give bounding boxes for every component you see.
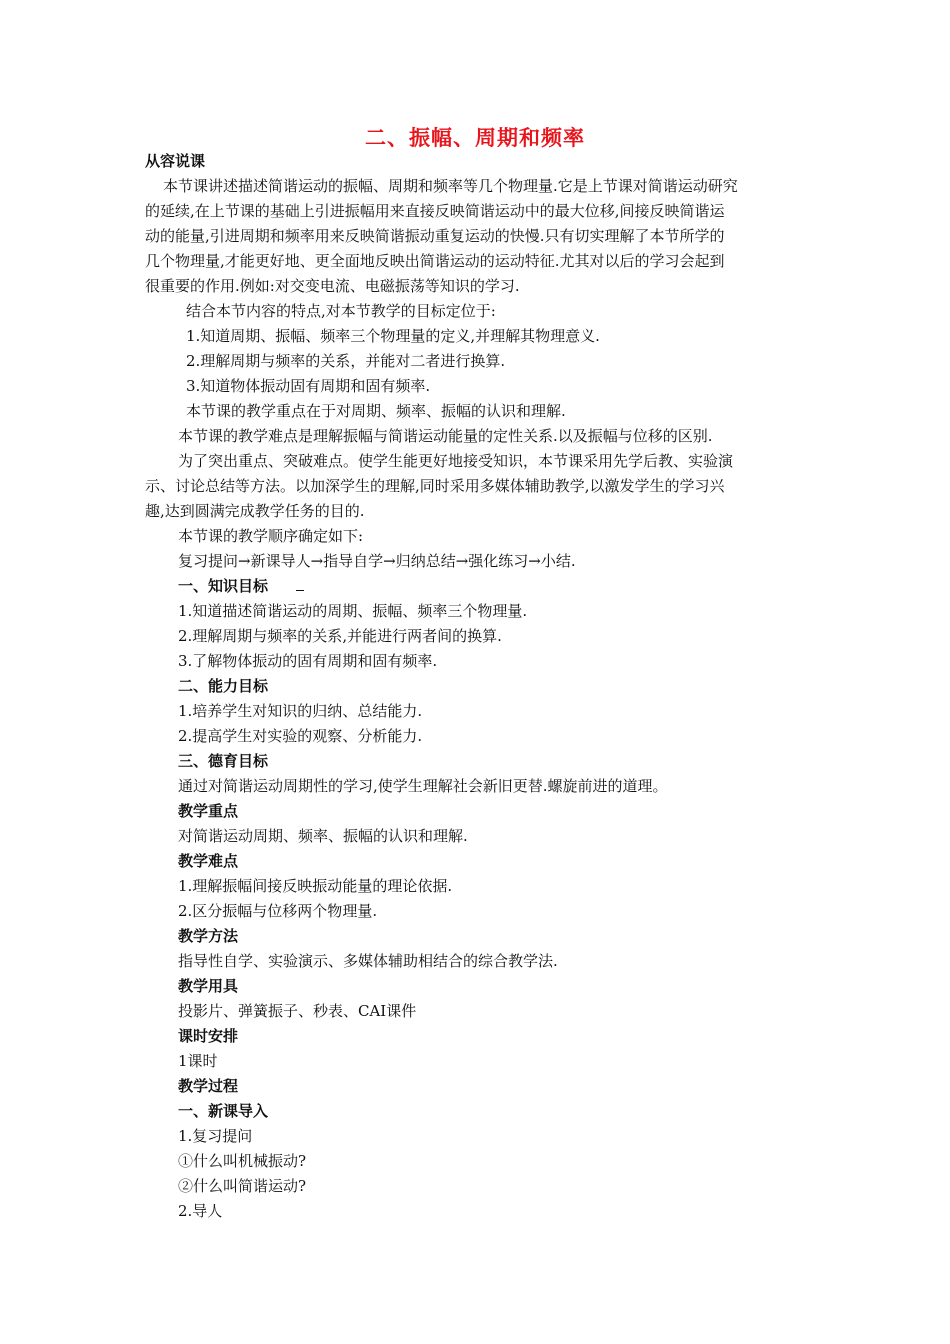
hard-item: 2.区分振幅与位移两个物理量. (178, 902, 378, 920)
moral-heading: 三、德育目标 (178, 752, 269, 770)
method-text: 指导性自学、实验演示、多媒体辅助相结合的综合教学法. (178, 952, 558, 970)
hard-item: 1.理解振幅间接反映振动能量的理论依据. (178, 877, 453, 895)
method-heading: 教学方法 (178, 927, 239, 945)
ability-heading: 二、能力目标 (178, 677, 269, 695)
order-sequence: 复习提问→新课导人→指导自学→归纳总结→强化练习→小结. (178, 552, 576, 570)
process-item: 2.导人 (178, 1202, 223, 1220)
method-line-3: 趣,达到圆满完成教学任务的目的. (145, 502, 365, 520)
goal-intro: 结合本节内容的特点,对本节教学的目标定位于: (186, 302, 496, 320)
intro-line-2: 的延续,在上节课的基础上引进振幅用来直接反映简谐运动中的最大位移,间接反映简谐运 (145, 202, 725, 220)
order-intro: 本节课的教学顺序确定如下: (178, 527, 364, 545)
method-line-2: 示、讨论总结等方法。以加深学生的理解,同时采用多媒体辅助教学,以激发学生的学习兴 (145, 477, 725, 495)
process-heading: 教学过程 (178, 1077, 239, 1095)
focus-text: 对简谐运动周期、频率、振幅的认识和理解. (178, 827, 468, 845)
hard-heading: 教学难点 (178, 852, 239, 870)
process-item: 1.复习提问 (178, 1127, 253, 1145)
moral-text: 通过对简谐运动周期性的学习,使学生理解社会新旧更替.螺旋前进的道理。 (178, 777, 668, 795)
tools-text: 投影片、弹簧振子、秒表、CAI课件 (178, 1002, 417, 1020)
ability-item: 1.培养学生对知识的归纳、总结能力. (178, 702, 423, 720)
page-title: 二、振幅、周期和频率 (365, 126, 585, 150)
process-item: ②什么叫简谐运动? (178, 1177, 307, 1195)
knowledge-item: 1.知道描述简谐运动的周期、振幅、频率三个物理量. (178, 602, 528, 620)
section-heading-intro: 从容说课 (145, 152, 206, 170)
schedule-heading: 课时安排 (178, 1027, 239, 1045)
process-item: ①什么叫机械振动? (178, 1152, 307, 1170)
knowledge-item: 2.理解周期与频率的关系,并能进行两者间的换算. (178, 627, 502, 645)
difficulty-text: 本节课的教学难点是理解振幅与简谐运动能量的定性关系.以及振幅与位移的区别. (178, 427, 713, 445)
intro-line-5: 很重要的作用.例如:对交变电流、电磁振荡等知识的学习. (145, 277, 520, 295)
goal-item: 2.理解周期与频率的关系，并能对二者进行换算. (186, 352, 506, 370)
method-line-1: 为了突出重点、突破难点。使学生能更好地接受知识，本节课采用先学后教、实验演 (178, 452, 734, 470)
knowledge-heading-text: 一、知识目标 (178, 577, 269, 595)
key-point-text: 本节课的教学重点在于对周期、频率、振幅的认识和理解. (186, 402, 566, 420)
goal-item: 1.知道周期、振幅、频率三个物理量的定义,并理解其物理意义. (186, 327, 600, 345)
schedule-text: 1课时 (178, 1052, 218, 1070)
process-subheading: 一、新课导入 (178, 1102, 269, 1120)
intro-line-1: 本节课讲述描述简谐运动的振幅、周期和频率等几个物理量.它是上节课对简谐运动研究 (163, 177, 738, 195)
ability-item: 2.提高学生对实验的观察、分析能力. (178, 727, 423, 745)
knowledge-heading (178, 576, 304, 596)
blank-underline (296, 589, 304, 591)
goal-item: 3.知道物体振动固有周期和固有频率. (186, 377, 431, 395)
focus-heading: 教学重点 (178, 802, 239, 820)
intro-line-3: 动的能量,引进周期和频率用来反映简谐振动重复运动的快慢.只有切实理解了本节所学的 (145, 227, 725, 245)
intro-line-4: 几个物理量,才能更好地、更全面地反映出简谐运动的运动特征.尤其对以后的学习会起到 (145, 252, 725, 270)
knowledge-item: 3.了解物体振动的固有周期和固有频率. (178, 652, 438, 670)
tools-heading: 教学用具 (178, 977, 239, 995)
